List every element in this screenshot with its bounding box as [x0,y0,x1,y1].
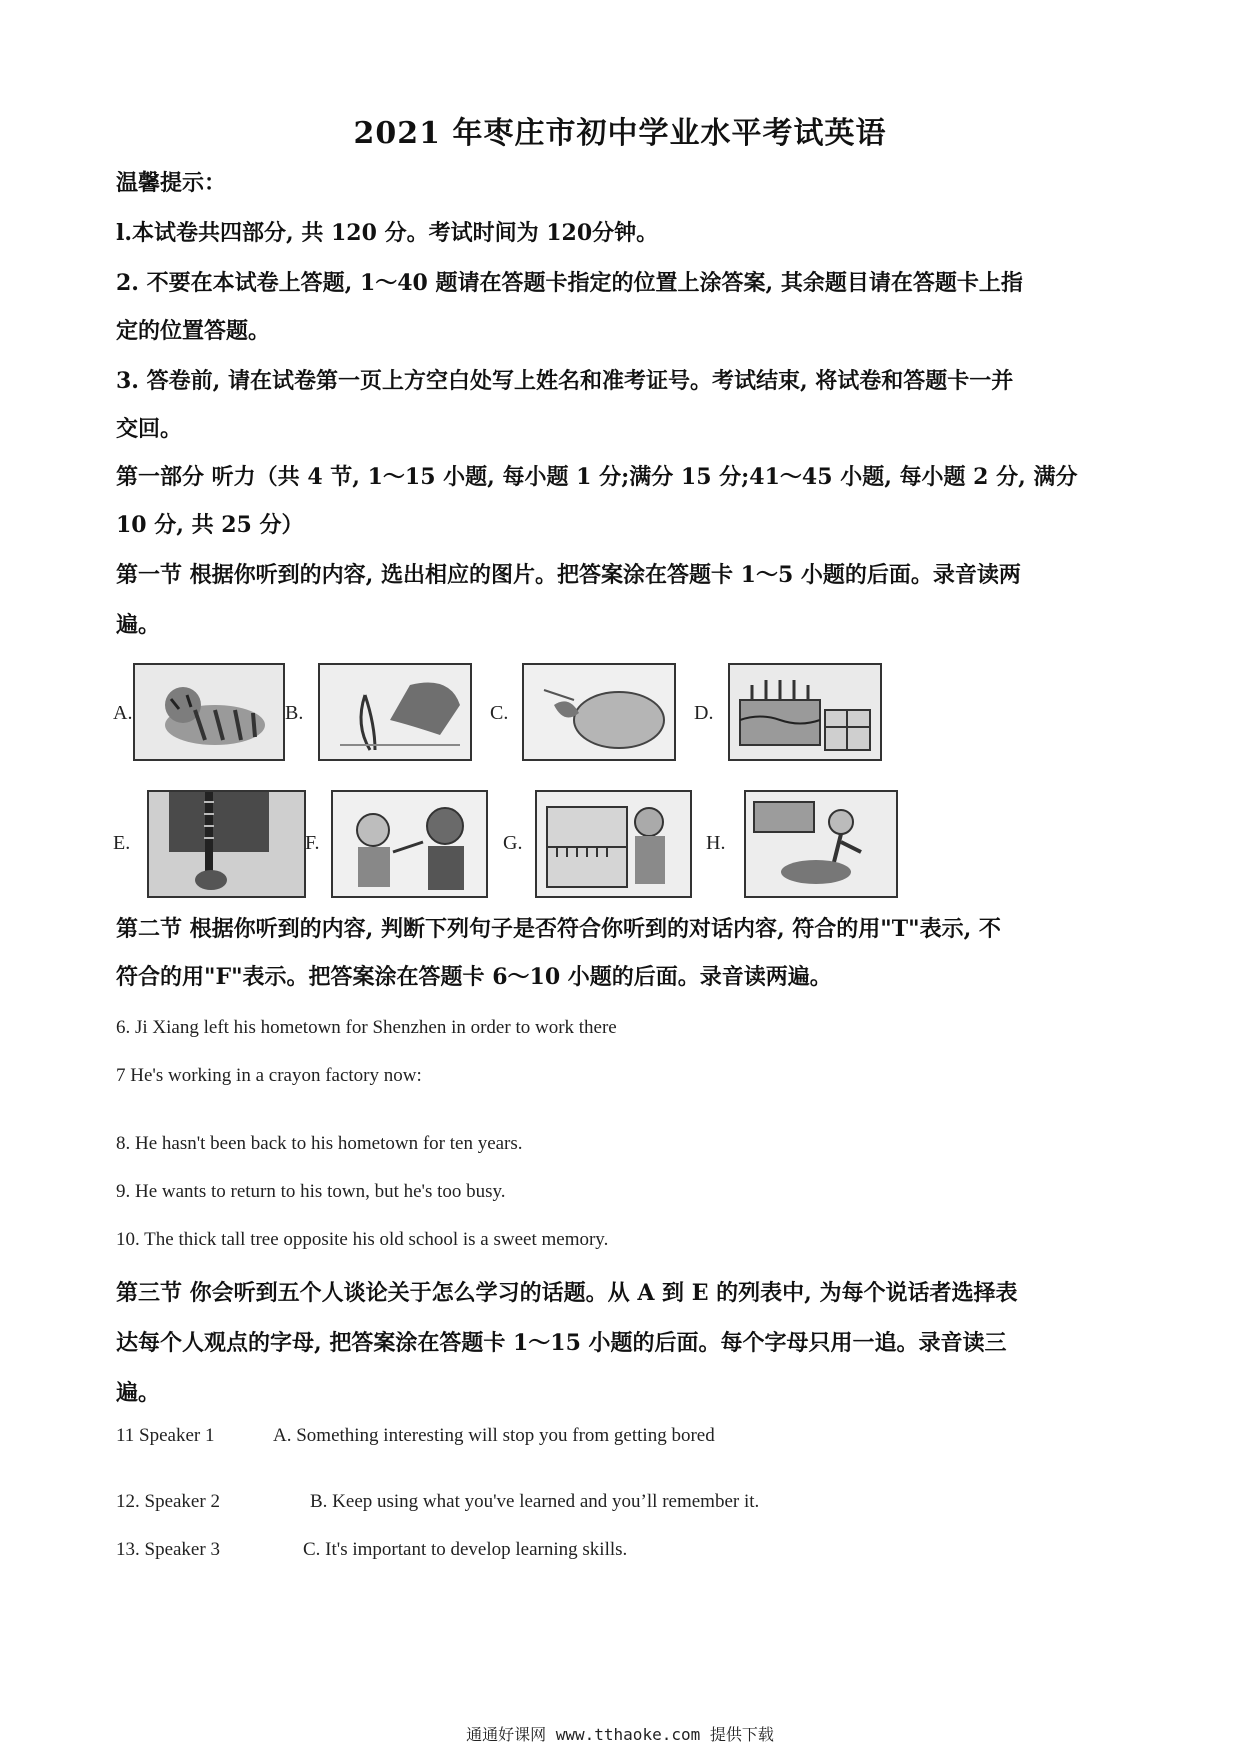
speaker-option: B. Keep using what you've learned and you’ll remember it. [310,1491,760,1512]
piano-player-icon [535,790,692,898]
fallen-child-icon [744,790,898,898]
people-arguing-icon [331,790,488,898]
tip-line: 定的位置答题。 [116,318,271,344]
speaker-number: 12. Speaker 2 [116,1491,220,1512]
picture-label: C. [490,702,509,724]
section3-instruction-cont: 达每个人观点的字母, 把答案涂在答题卡 1～15 小题的后面。每个字母只用一追。录音读三 [116,1330,1007,1356]
picture-label: B. [285,702,304,724]
speaker-option: A. Something interesting will stop you from getting bored [273,1425,715,1446]
question-item: 6. Ji Xiang left his hometown for Shenzhen in order to work there [116,1017,617,1038]
part1-heading-cont: 10 分, 共 25 分） [116,512,304,538]
speaker-option: C. It's important to develop learning skills. [303,1539,628,1560]
picture-label: E. [113,832,131,854]
picture-label: F. [305,832,320,854]
section3-instruction-cont: 遍。 [116,1380,161,1406]
picture-label: D. [694,702,714,724]
question-item: 7 He's working in a crayon factory now: [116,1065,422,1086]
exam-title: 2021 年枣庄市初中学业水平考试英语 [353,116,887,151]
tip-line: 交回。 [116,416,183,442]
picture-label: A. [113,702,133,724]
question-item: 10. The thick tall tree opposite his old school is a sweet memory. [116,1229,609,1250]
picture-label: G. [503,832,523,854]
tip-line: 2. 不要在本试卷上答题, 1～40 题请在答题卡指定的位置上涂答案, 其余题目请在答题卡上指 [116,270,1023,296]
tip-line: 3. 答卷前, 请在试卷第一页上方空白处写上姓名和准考证号。考试结束, 将试卷和答题卡一并 [116,368,1014,394]
tip-line: l.本试卷共四部分, 共 120 分。考试时间为 120分钟。 [116,220,659,246]
section2-instruction: 第二节 根据你听到的内容, 判断下列句子是否符合你听到的对话内容, 符合的用"T"表示, 不 [116,916,1001,942]
question-item: 9. He wants to return to his town, but he's too busy. [116,1181,506,1202]
section2-instruction-cont: 符合的用"F"表示。把答案涂在答题卡 6～10 小题的后面。录音读两遍。 [116,964,832,990]
tips-heading: 温馨提示： [116,170,227,196]
tiger-icon [133,663,285,761]
shoe-lace-icon [147,790,306,898]
birthday-cake-and-gift-icon [728,663,882,761]
speaker-number: 13. Speaker 3 [116,1539,220,1560]
banana-peel-icon [318,663,472,761]
footer-watermark: 通通好课网 www.tthaoke.com 提供下载 [466,1725,774,1744]
picture-label: H. [706,832,726,854]
section3-instruction: 第三节 你会听到五个人谈论关于怎么学习的话题。从 A 到 E 的列表中, 为每个说话者选择表 [116,1280,1018,1306]
part1-heading: 第一部分 听力（共 4 节, 1～15 小题, 每小题 1 分;满分 15 分;41～45 小题, 每小题 2 分, 满分 [116,464,1078,490]
roast-chicken-icon [522,663,676,761]
section1-instruction-cont: 遍。 [116,612,161,638]
speaker-number: 11 Speaker 1 [116,1425,215,1446]
question-item: 8. He hasn't been back to his hometown for ten years. [116,1133,523,1154]
section1-instruction: 第一节 根据你听到的内容, 选出相应的图片。把答案涂在答题卡 1～5 小题的后面。录音读两 [116,562,1021,588]
